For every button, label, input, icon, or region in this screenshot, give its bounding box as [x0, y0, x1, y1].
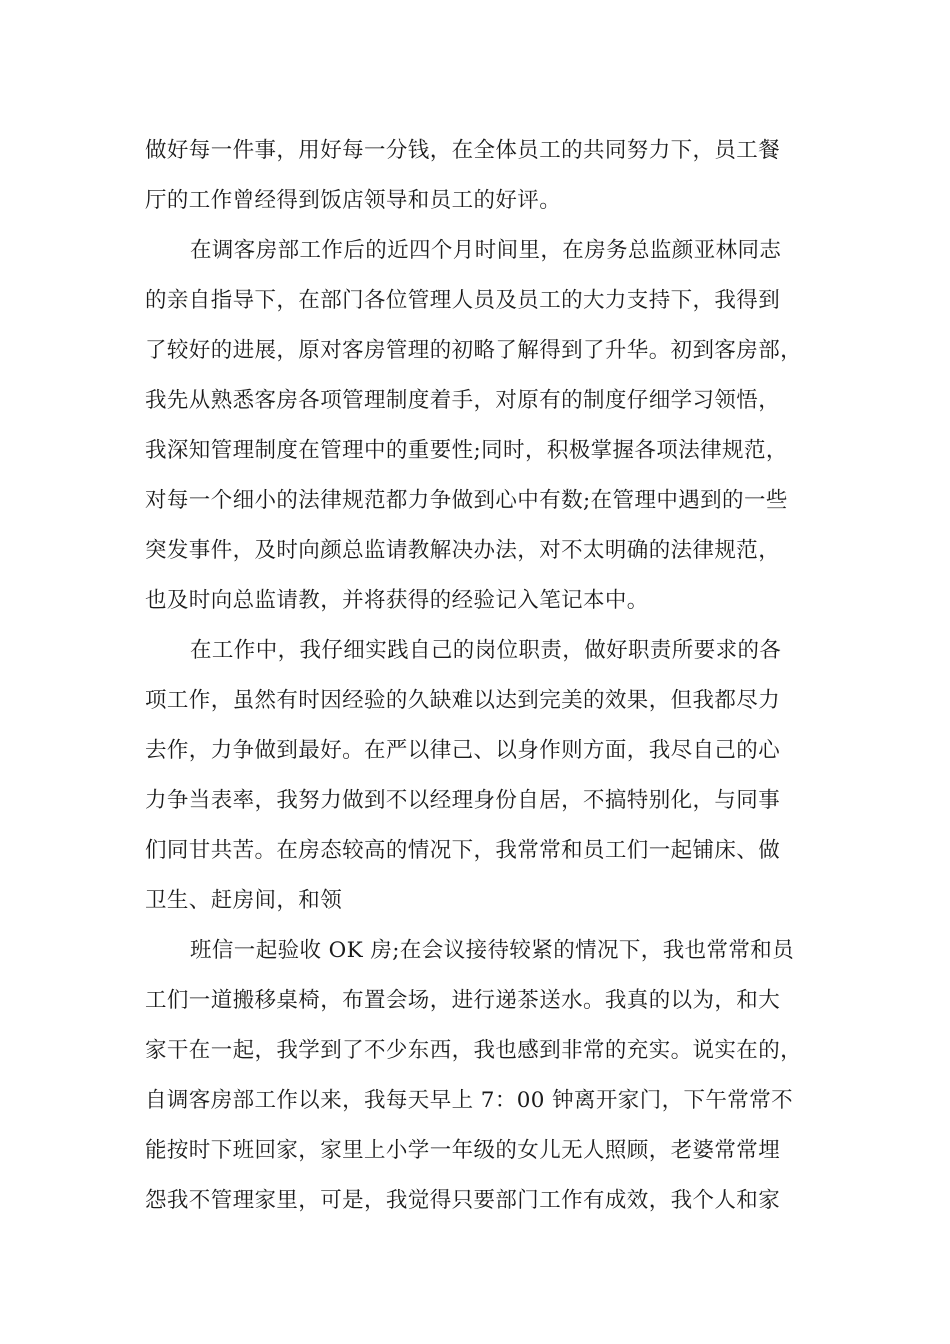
text-line: 突发事件，及时向颜总监请教解决办法，对不太明确的法律规范，	[145, 538, 781, 563]
text-line: 力争当表率，我努力做到不以经理身份自居，不搞特别化，与同事	[145, 788, 781, 813]
paragraph-first-line: 在工作中，我仔细实践自己的岗位职责，做好职责所要求的各	[190, 638, 782, 663]
text-line: 项工作，虽然有时因经验的久缺难以达到完美的效果，但我都尽力	[145, 688, 781, 713]
text-line: 家干在一起，我学到了不少东西，我也感到非常的充实。说实在的，	[145, 1038, 803, 1063]
paragraph-first-line: 班信一起验收 OK 房;在会议接待较紧的情况下，我也常常和员	[190, 938, 795, 963]
text-line: 卫生、赶房间，和领	[145, 888, 343, 913]
text-line: 了较好的进展，原对客房管理的初略了解得到了升华。初到客房部，	[145, 338, 803, 363]
text-line: 我深知管理制度在管理中的重要性;同时，积极掌握各项法律规范，	[145, 438, 788, 463]
text-line: 去作，力争做到最好。在严以律己、以身作则方面，我尽自己的心	[145, 738, 781, 763]
paragraph-first-line: 在调客房部工作后的近四个月时间里，在房务总监颜亚林同志	[190, 238, 782, 263]
text-line: 厅的工作曾经得到饭店领导和员工的好评。	[145, 188, 562, 213]
text-line: 自调客房部工作以来，我每天早上 7：00 钟离开家门，下午常常不	[145, 1088, 794, 1113]
text-line: 的亲自指导下，在部门各位管理人员及员工的大力支持下，我得到	[145, 288, 781, 313]
text-line: 能按时下班回家，家里上小学一年级的女儿无人照顾，老婆常常埋	[145, 1138, 781, 1163]
text-line: 做好每一件事，用好每一分钱，在全体员工的共同努力下，员工餐	[145, 138, 781, 163]
text-line: 我先从熟悉客房各项管理制度着手，对原有的制度仔细学习领悟，	[145, 388, 781, 413]
text-line: 们同甘共苦。在房态较高的情况下，我常常和员工们一起铺床、做	[145, 838, 781, 863]
text-line: 对每一个细小的法律规范都力争做到心中有数;在管理中遇到的一些	[145, 488, 788, 513]
text-line: 也及时向总监请教，并将获得的经验记入笔记本中。	[145, 588, 649, 613]
text-line: 怨我不管理家里，可是，我觉得只要部门工作有成效，我个人和家	[145, 1188, 781, 1213]
text-line: 工们一道搬移桌椅，布置会场，进行递茶送水。我真的以为，和大	[145, 988, 781, 1013]
